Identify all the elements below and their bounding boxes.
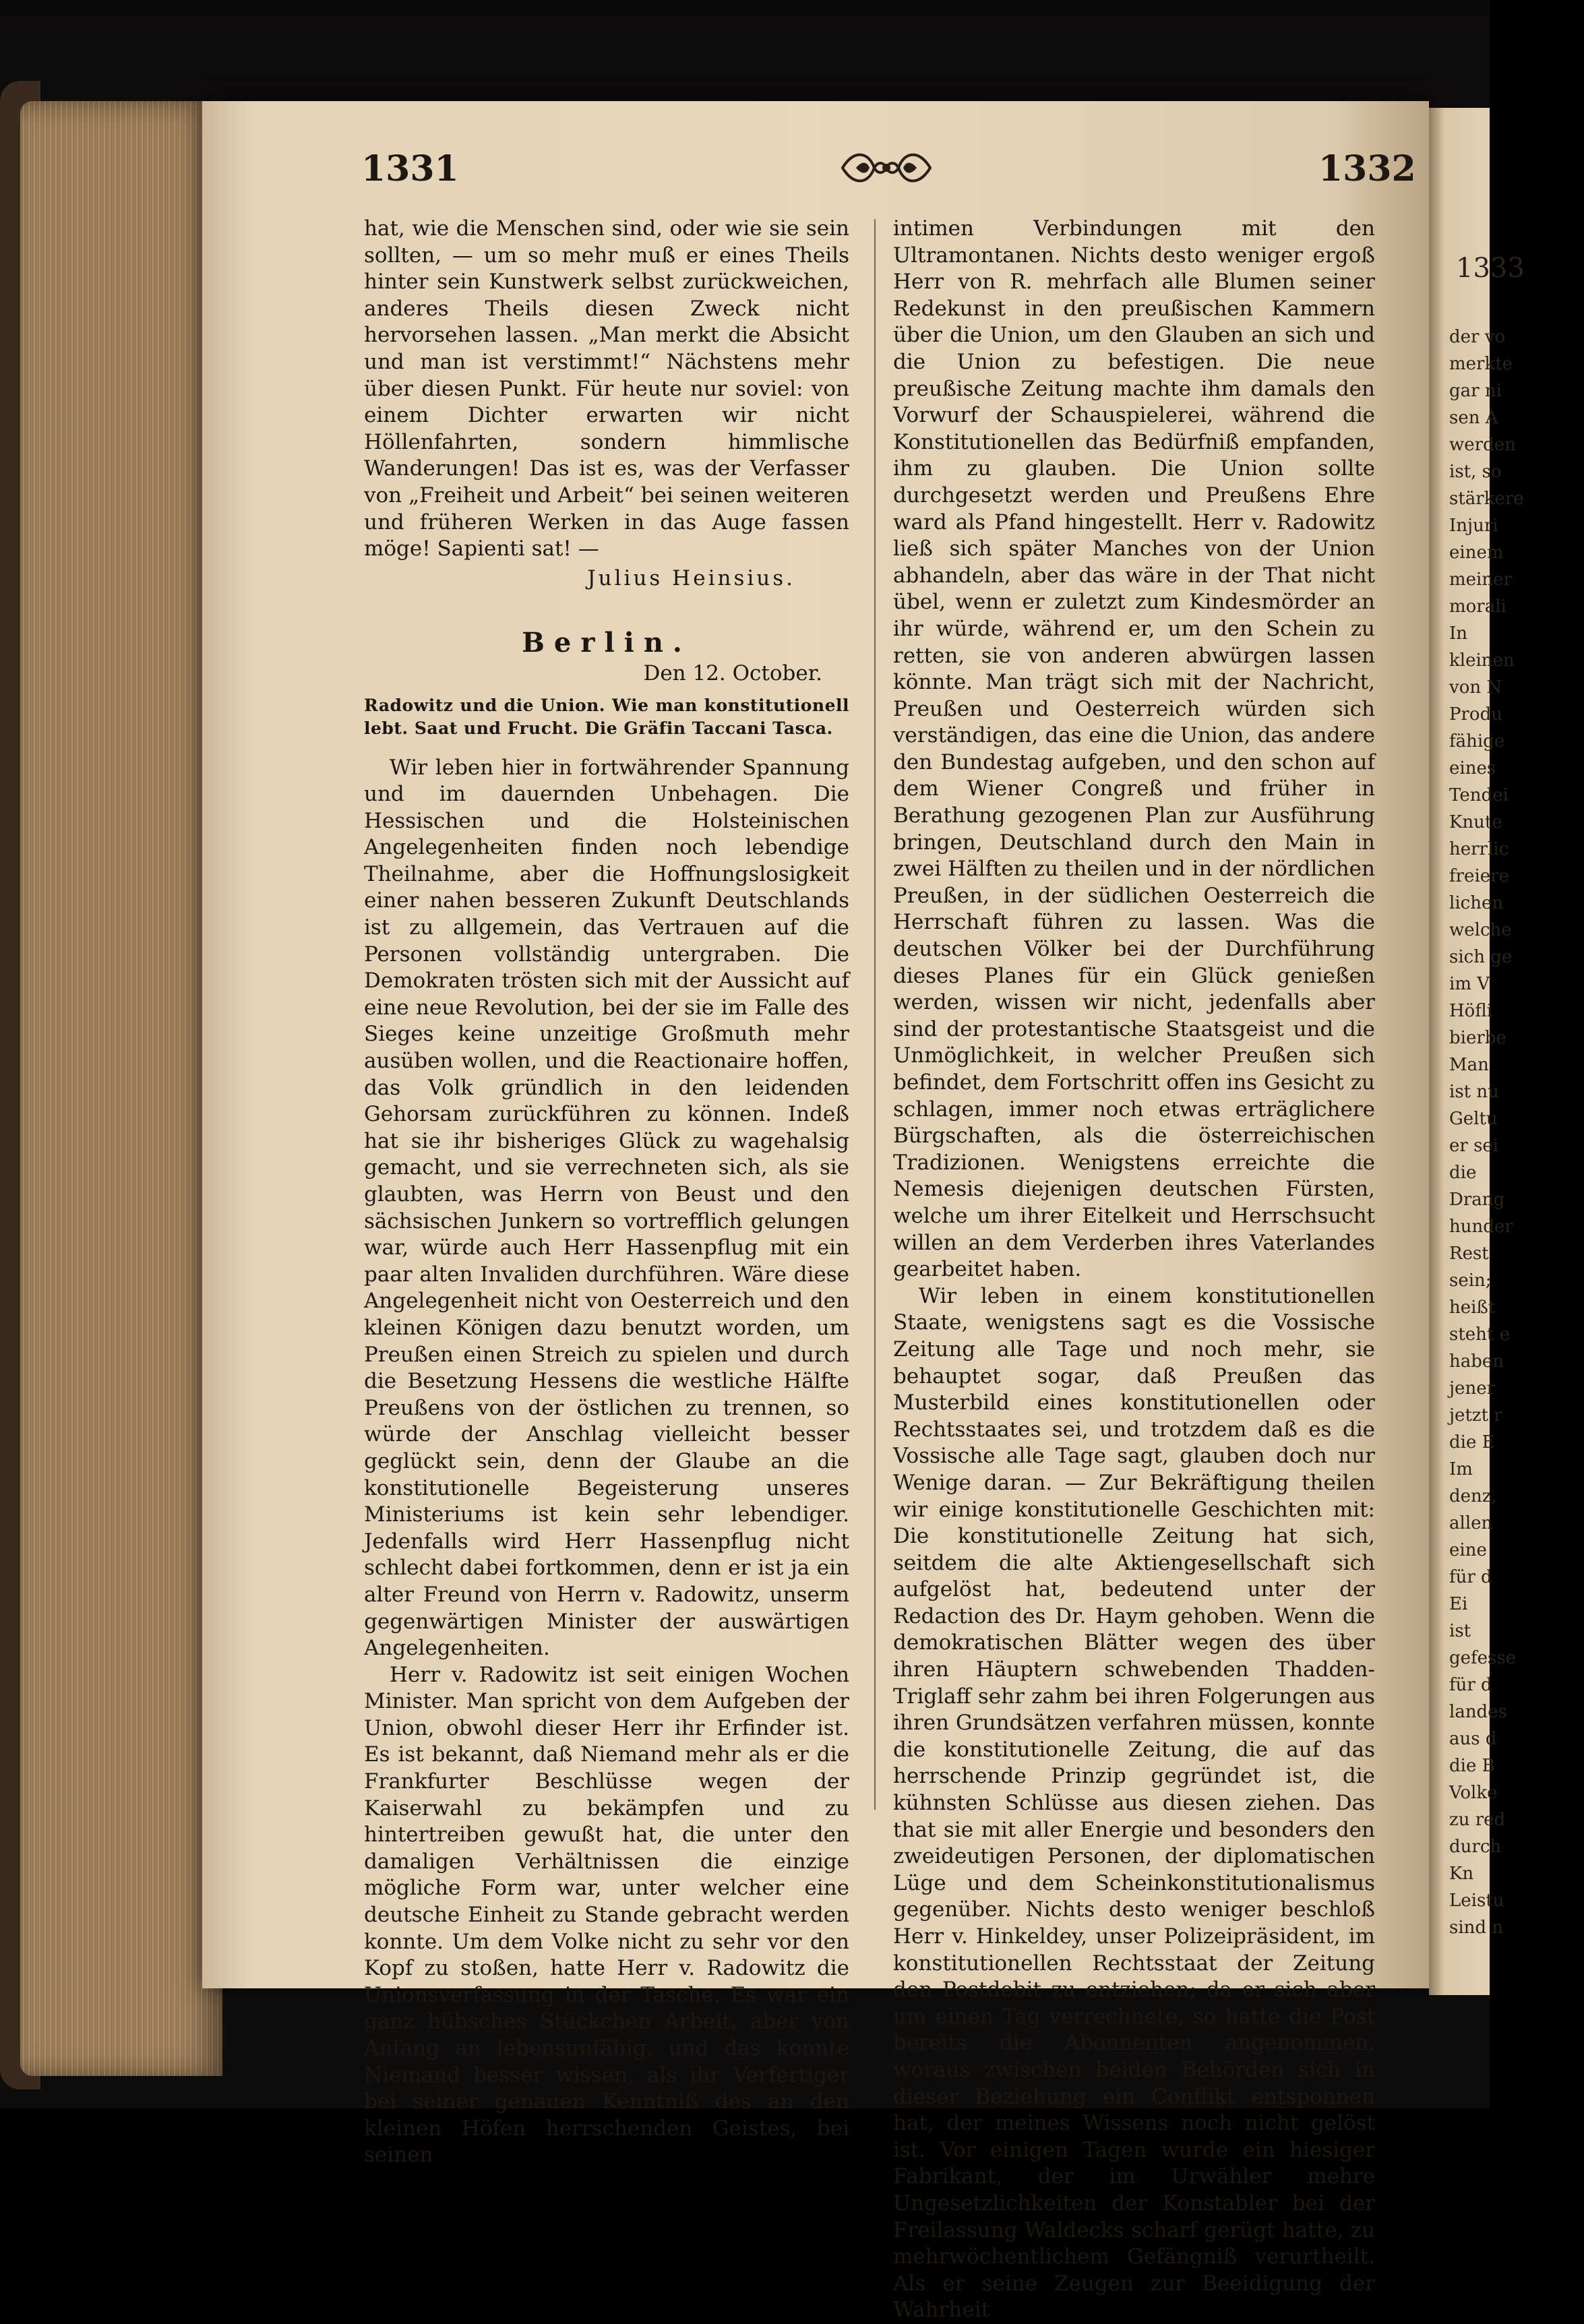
- next-page-edge: [1429, 108, 1525, 1995]
- next-page-fragment-line: werden: [1449, 435, 1516, 455]
- book-page-edges: [20, 101, 222, 2076]
- next-page-fragment-line: Höfli: [1449, 1001, 1492, 1021]
- next-page-fragment-line: jener: [1449, 1378, 1496, 1399]
- next-page-fragment-line: Drang: [1449, 1190, 1505, 1210]
- next-page-fragment-line: meiner: [1449, 570, 1512, 590]
- next-page-fragment-line: sich ge: [1449, 947, 1513, 967]
- next-page-fragment-line: sein;: [1449, 1271, 1492, 1291]
- next-page-fragment-line: die E: [1449, 1432, 1495, 1452]
- intro-paragraph: hat, wie die Menschen sind, oder wie sie sein sollten, — um so mehr muß er eines Theils hinter sein Kunstwerk selbst zurückweichen, anderes Theils diesen Zweck nicht hervorsehen lassen. „Man merkt die Absicht und man ist verstimmt!“ Nächstens mehr über diesen Punkt. Für heute nur soviel: von einem Dichter erwarten wir nicht Höllenfahrten, sondern himmlische Wanderungen! Das ist es, was der Verfasser von „Freiheit und Arbeit“ bei seinen weiteren und früheren Werken in das Auge fassen möge! Sapienti sat! —: [364, 216, 849, 561]
- article-paragraph-1: Wir leben hier in fortwährender Spannung und im dauernden Unbehagen. Die Hessischen und die Holsteinischen Angelegenheiten finden noch lebendige Theilnahme, aber die Hoffnungslosigkeit einer nahen besseren Zukunft Deutschlands ist zu allgemein, das Vertrauen auf die Personen vollständig untergraben. Die Demokraten trösten sich mit der Aussicht auf eine neue Revolution, bei der sie im Falle des Sieges keine unzeitige Großmuth mehr ausüben wollen, und die Reactionaire hoffen, das Volk gründlich in den leidenden Gehorsam zurückführen zu können. Indeß hat sie ihr bisheriges Glück zu wagehalsig gemacht, und sie verrechneten sich, als sie glaubten, was Herrn von Beust und den sächsischen Junkern so vortrefflich gelungen war, würde auch Herr Hassenpflug mit ein paar alten Invaliden durchführen. Wäre diese Angelegenheit nicht von Oesterreich und den kleinen Königen dazu benutzt worden, um Preußen einen Streich zu spielen und durch die Besetzung Hessens die westliche Hälfte Preußens von der östlichen zu trennen, so würde der Anschlag vielleicht besser geglückt sein, denn der Glaube an die konstitutionelle Begeisterung unseres Ministeriums ist kein sehr lebendiger. Jedenfalls wird Herr Hassenpflug nicht schlecht dabei fortkommen, denn er ist ja ein alter Freund von Herrn v. Radowitz, unserm gegenwärtigen Minister der auswärtigen Angelegenheiten.: [364, 755, 849, 1661]
- article-summary: Radowitz und die Union. Wie man konstitutionell lebt. Saat und Frucht. Die Gräfin Taccani Tasca.: [364, 695, 849, 738]
- next-page-fragment-line: fähige: [1449, 731, 1505, 752]
- next-page-fragment-line: ist, so: [1449, 462, 1502, 482]
- next-page-fragment-line: Knute: [1449, 812, 1502, 832]
- next-page-fragment-line: von N: [1449, 677, 1502, 698]
- next-page-fragment-line: merkte: [1449, 354, 1513, 374]
- next-page-fragment-line: für d: [1449, 1675, 1492, 1695]
- left-column: [364, 216, 849, 2169]
- next-page-fragment-line: durch: [1449, 1837, 1502, 1857]
- section-title: Berlin.: [522, 627, 692, 659]
- next-page-fragments: [1449, 324, 1584, 1941]
- next-page-fragment-line: Produ: [1449, 704, 1502, 725]
- next-page-fragment-line: er sei: [1449, 1136, 1499, 1156]
- next-page-fragment-line: steht e: [1449, 1324, 1511, 1345]
- next-page-fragment-line: Volke: [1449, 1783, 1498, 1803]
- next-page-fragment-line: denz,: [1449, 1486, 1497, 1506]
- next-page-fragment-line: Ei: [1449, 1594, 1468, 1614]
- next-page-fragment-line: Man: [1449, 1055, 1489, 1075]
- next-page-fragment-line: welche: [1449, 920, 1512, 940]
- next-page-fragment-line: Tendei: [1449, 785, 1509, 805]
- next-page-fragment-line: herrlic: [1449, 839, 1509, 859]
- next-page-fragment-line: allen: [1449, 1513, 1493, 1533]
- next-page-fragment-line: sen A: [1449, 408, 1498, 428]
- next-page-fragment-line: stärkere: [1449, 489, 1524, 509]
- next-page-fragment-line: zu red: [1449, 1810, 1506, 1830]
- next-page-number: 1333: [1456, 253, 1525, 284]
- next-page-fragment-line: die B: [1449, 1756, 1495, 1776]
- next-page-fragment-line: die: [1449, 1163, 1477, 1183]
- dateline: Den 12. October.: [643, 661, 822, 685]
- next-page-fragment-line: hunder: [1449, 1217, 1513, 1237]
- next-page-fragment-line: morali: [1449, 597, 1506, 617]
- page-number-left: 1331: [361, 148, 459, 189]
- next-page-fragment-line: Leistu: [1449, 1891, 1504, 1911]
- next-page-fragment-line: ist nu: [1449, 1082, 1499, 1102]
- next-page-fragment-line: eine: [1449, 1540, 1487, 1560]
- next-page-fragment-line: aus d: [1449, 1729, 1497, 1749]
- article-paragraph-3: intimen Verbindungen mit den Ultramontanen. Nichts desto weniger ergoß Herr von R. mehrfach alle Blumen seiner Redekunst in den preußischen Kammern über die Union, um den Glauben an sich und die Union zu befestigen. Die neue preußische Zeitung machte ihm damals den Vorwurf der Schauspielerei, während die Konstitutionellen das Bedürfniß empfanden, ihm zu glauben. Die Union sollte durchgesetzt werden und Preußens Ehre ward als Pfand hingestellt. Herr v. Radowitz ließ sich später Manches von der Union abhandeln, aber das wäre in der That nicht übel, wenn er zuletzt zum Kindesmörder an ihr würde, während er, um den Schein zu retten, sie von anderen abwürgen lassen könnte. Man trägt sich mit der Nachricht, Preußen und Oesterreich würden sich verständigen, das eine die Union, das andere den Bundestag aufgeben, und den schon auf dem Wiener Congreß und früher in Berathung gezogenen Plan zur Ausführung bringen, Deutschland durch den Main in zwei Hälften zu theilen und in der nördlichen Preußen, in der südlichen Oesterreich die Herrschaft führen zu lassen. Was die deutschen Völker bei der Durchführung dieses Planes für ein Glück genießen werden, wissen wir nicht, jedenfalls aber sind der protestantische Staatsgeist und die Unmöglichkeit, in welcher Preußen sich befindet, dem Fortschritt offen ins Gesicht zu schlagen, immer noch etwas erträglichere Bürgschaften, als die österreichischen Tradizionen. Wenigstens erreichte die Nemesis diejenigen deutschen Fürsten, welche um ihrer Eitelkeit und Herrschsucht willen an dem Verderben ihres Vaterlandes gearbeitet haben.: [893, 216, 1375, 1282]
- next-page-fragment-line: für d: [1449, 1567, 1492, 1587]
- article-paragraph-4: Wir leben in einem konstitutionellen Staate, wenigstens sagt es die Vossische Zeitung alle Tage und noch mehr, sie behauptet sogar, daß Preußen das Musterbild eines konstitutionellen oder Rechtsstaates sei, und trotzdem daß es die Vossische alle Tage sagt, glauben doch nur Wenige daran. — Zur Bekräftigung theilen wir einige konstitutionelle Geschichten mit: Die konstitutionelle Zeitung hat sich, seitdem die alte Aktiengesellschaft sich aufgelöst hat, bedeutend unter der Redaction des Dr. Haym gehoben. Wenn die demokratischen Blätter wegen des über ihren Häuptern schwebenden Thadden-Triglaff sehr zahm bei ihren Folgerungen aus ihren Grundsätzen verfahren müssen, konnte die konstitutionelle Zeitung, die auf das herrschende Prinzip gegründet ist, die kühnsten Schlüsse aus diesen ziehen. Das that sie mit aller Energie und besonders den zweideutigen Personen, der diplomatischen Lüge und dem Scheinkonstitutionalismus gegenüber. Nichts desto weniger beschloß Herr v. Hinkeldey, unser Polizeipräsident, im konstitutionellen Rechtsstaat der Zeitung den Postdebit zu entziehen; da er sich aber um einen Tag verrechnete, so hatte die Post bereits die Abonnenten angenommen, woraus zwischen beiden Behörden sich in dieser Beziehung ein Conflikt entsponnen hat, der meines Wissens noch nicht gelöst ist. Vor einigen Tagen wurde ein hiesiger Fabrikant, der im Urwähler mehre Ungesetzlichkeiten der Konstabler bei der Freilassung Waldecks scharf gerügt hatte, zu mehrwöchentlichem Gefängniß verurtheilt. Als er seine Zeugen zur Beeidigung der Wahrheit: [893, 1283, 1375, 2323]
- next-page-fragment-line: Injuri: [1449, 516, 1498, 536]
- next-page-fragment-line: In: [1449, 623, 1468, 644]
- ornament-icon: [836, 144, 937, 191]
- next-page-fragment-line: lichen: [1449, 893, 1504, 913]
- next-page-fragment-line: freiere: [1449, 866, 1509, 886]
- next-page-fragment-line: jetzt r: [1449, 1405, 1502, 1426]
- next-page-fragment-line: einem: [1449, 543, 1504, 563]
- next-page-fragment-line: gar ni: [1449, 381, 1502, 401]
- next-page-fragment-line: ist: [1449, 1621, 1471, 1641]
- next-page-fragment-line: sind n: [1449, 1918, 1504, 1938]
- next-page-fragment-line: Im: [1449, 1459, 1473, 1479]
- column-divider: [874, 219, 876, 1810]
- next-page-fragment-line: gefesse: [1449, 1648, 1517, 1668]
- next-page-fragment-line: landes: [1449, 1702, 1507, 1722]
- next-page-fragment-line: im V: [1449, 974, 1490, 994]
- page-header: [202, 148, 1429, 202]
- next-page-fragment-line: der vo: [1449, 327, 1506, 347]
- next-page-fragment-line: bierbe: [1449, 1028, 1506, 1048]
- article-paragraph-2: Herr v. Radowitz ist seit einigen Wochen Minister. Man spricht von dem Aufgeben der Union, obwohl dieser Herr ihr Erfinder ist. Es ist bekannt, daß Niemand mehr als er die Frankfurter Beschlüsse wegen der Kaiserwahl zu bekämpfen und zu hintertreiben gewußt hat, die unter den damaligen Verhältnissen die einzige mögliche Form war, unter welcher eine deutsche Einheit zu Stande gebracht werden konnte. Um dem Volke nicht zu sehr vor den Kopf zu stoßen, hatte Herr v. Radowitz die Unionsverfassung in der Tasche. Es war ein ganz hübsches Stückchen Arbeit, aber von Anfang an lebensunfähig, und das konnte Niemand besser wissen, als ihr Verfertiger bei seiner genauen Kenntniß des an den kleinen Höfen herrschenden Geistes, bei seinen: [364, 1662, 849, 2168]
- next-page-fragment-line: eines: [1449, 758, 1496, 778]
- right-column: [893, 216, 1375, 2324]
- next-page-fragment-line: heißt: [1449, 1297, 1496, 1318]
- next-page-fragment-line: haben: [1449, 1351, 1504, 1372]
- author-signature: Julius Heinsius.: [587, 565, 795, 590]
- next-page-fragment-line: Geltu: [1449, 1109, 1498, 1129]
- page-number-right: 1332: [1318, 148, 1416, 189]
- next-page-fragment-line: Rest: [1449, 1244, 1489, 1264]
- next-page-fragment-line: Kn: [1449, 1864, 1474, 1884]
- next-page-fragment-line: kleinen: [1449, 650, 1515, 671]
